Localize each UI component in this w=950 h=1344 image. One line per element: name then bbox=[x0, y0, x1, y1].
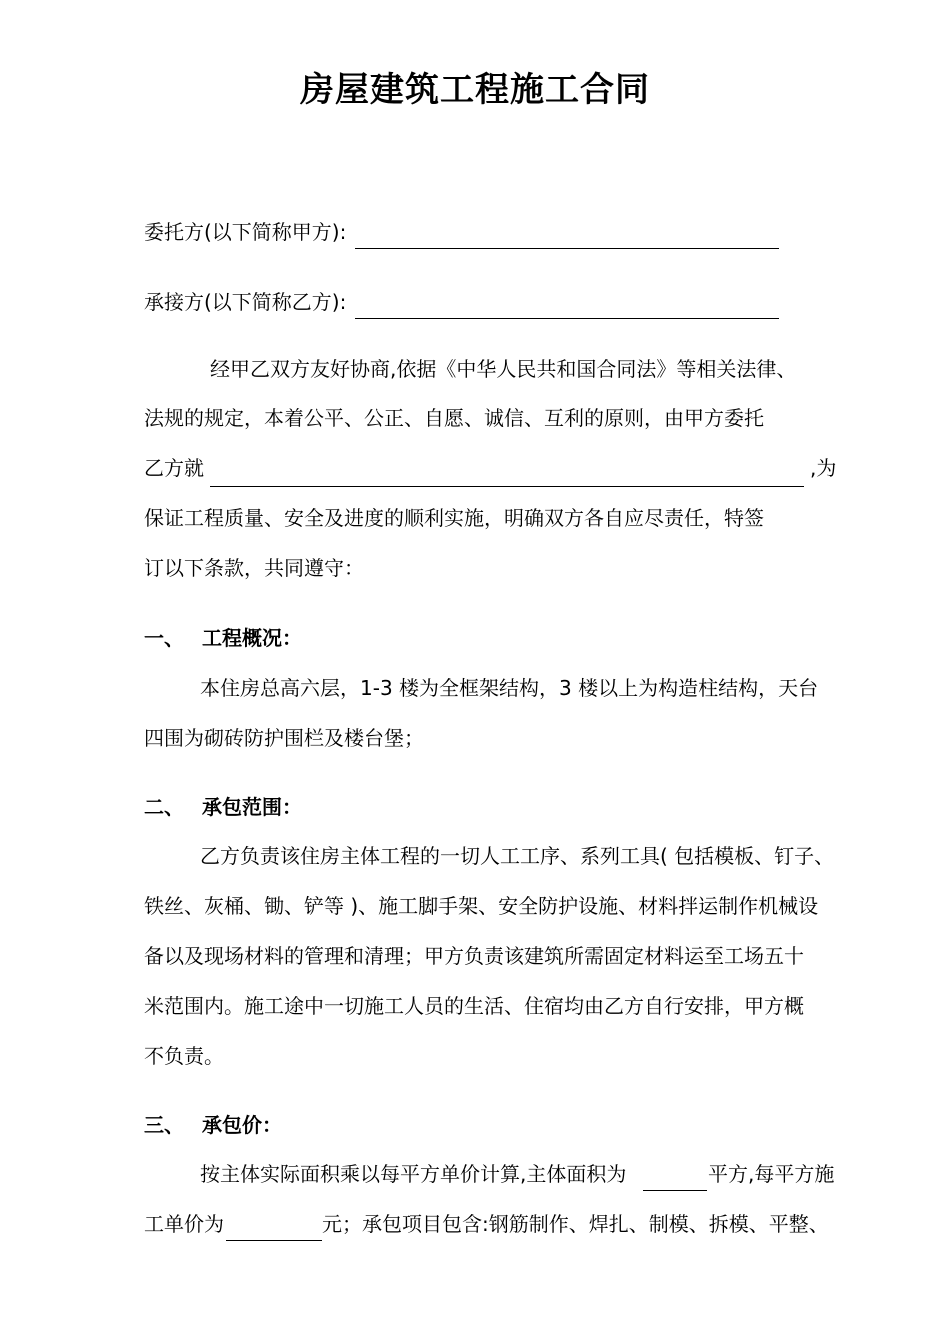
party-b-label: 承接方(以下简称乙方): bbox=[144, 290, 347, 314]
project-name-blank[interactable] bbox=[210, 486, 804, 487]
party-a-label: 委托方(以下简称甲方): bbox=[144, 220, 347, 244]
section-2-line-4: 米范围内。施工途中一切施工人员的生活、住宿均由乙方自行安排，甲方概 bbox=[144, 994, 804, 1018]
preamble-line-5: 订以下条款，共同遵守： bbox=[144, 556, 364, 580]
preamble-line-2: 法规的规定，本着公平、公正、自愿、诚信、互利的原则，由甲方委托 bbox=[144, 406, 764, 430]
party-b-blank[interactable] bbox=[355, 318, 779, 319]
section-1-number: 一、 bbox=[144, 626, 184, 650]
unit-price-blank[interactable] bbox=[226, 1240, 322, 1241]
section-2-line-1: 乙方负责该住房主体工程的一切人工工序、系列工具( 包括模板、钉子、 bbox=[200, 844, 835, 868]
section-3-line-2-start: 工单价为 bbox=[144, 1212, 224, 1236]
section-3-title: 承包价： bbox=[202, 1113, 282, 1137]
section-1-heading bbox=[144, 624, 302, 652]
section-2-line-2: 铁丝、灰桶、锄、铲等 )、施工脚手架、安全防护设施、材料拌运制作机械设 bbox=[144, 894, 819, 918]
preamble-line-1: 经甲乙双方友好协商,依据《中华人民共和国合同法》等相关法律、 bbox=[210, 357, 797, 381]
section-3-heading bbox=[144, 1111, 282, 1139]
section-1-line-2: 四围为砌砖防护围栏及楼台堡； bbox=[144, 726, 424, 750]
preamble-line-3-end: ,为 bbox=[810, 456, 837, 480]
party-a-blank[interactable] bbox=[355, 248, 779, 249]
section-3-line-1-start: 按主体实际面积乘以每平方单价计算,主体面积为 bbox=[200, 1162, 627, 1186]
preamble-line-4: 保证工程质量、安全及进度的顺利实施，明确双方各自应尽责任，特签 bbox=[144, 506, 764, 530]
section-3-line-2-end: 元；承包项目包含:钢筋制作、焊扎、制模、拆模、平整、 bbox=[322, 1212, 829, 1236]
section-3-number: 三、 bbox=[144, 1113, 184, 1137]
area-blank[interactable] bbox=[643, 1190, 707, 1191]
section-1-line-1: 本住房总高六层，1-3 楼为全框架结构，3 楼以上为构造柱结构，天台 bbox=[200, 676, 819, 700]
section-2-title: 承包范围： bbox=[202, 795, 302, 819]
document-title: 房屋建筑工程施工合同 bbox=[300, 70, 650, 110]
section-2-line-3: 备以及现场材料的管理和清理；甲方负责该建筑所需固定材料运至工场五十 bbox=[144, 944, 804, 968]
section-2-heading bbox=[144, 793, 302, 821]
section-2-number: 二、 bbox=[144, 795, 184, 819]
section-3-line-1-end: 平方,每平方施 bbox=[708, 1162, 835, 1186]
section-2-line-5: 不负责。 bbox=[144, 1044, 224, 1068]
preamble-line-3-start: 乙方就 bbox=[144, 456, 204, 480]
section-1-title: 工程概况： bbox=[202, 626, 302, 650]
